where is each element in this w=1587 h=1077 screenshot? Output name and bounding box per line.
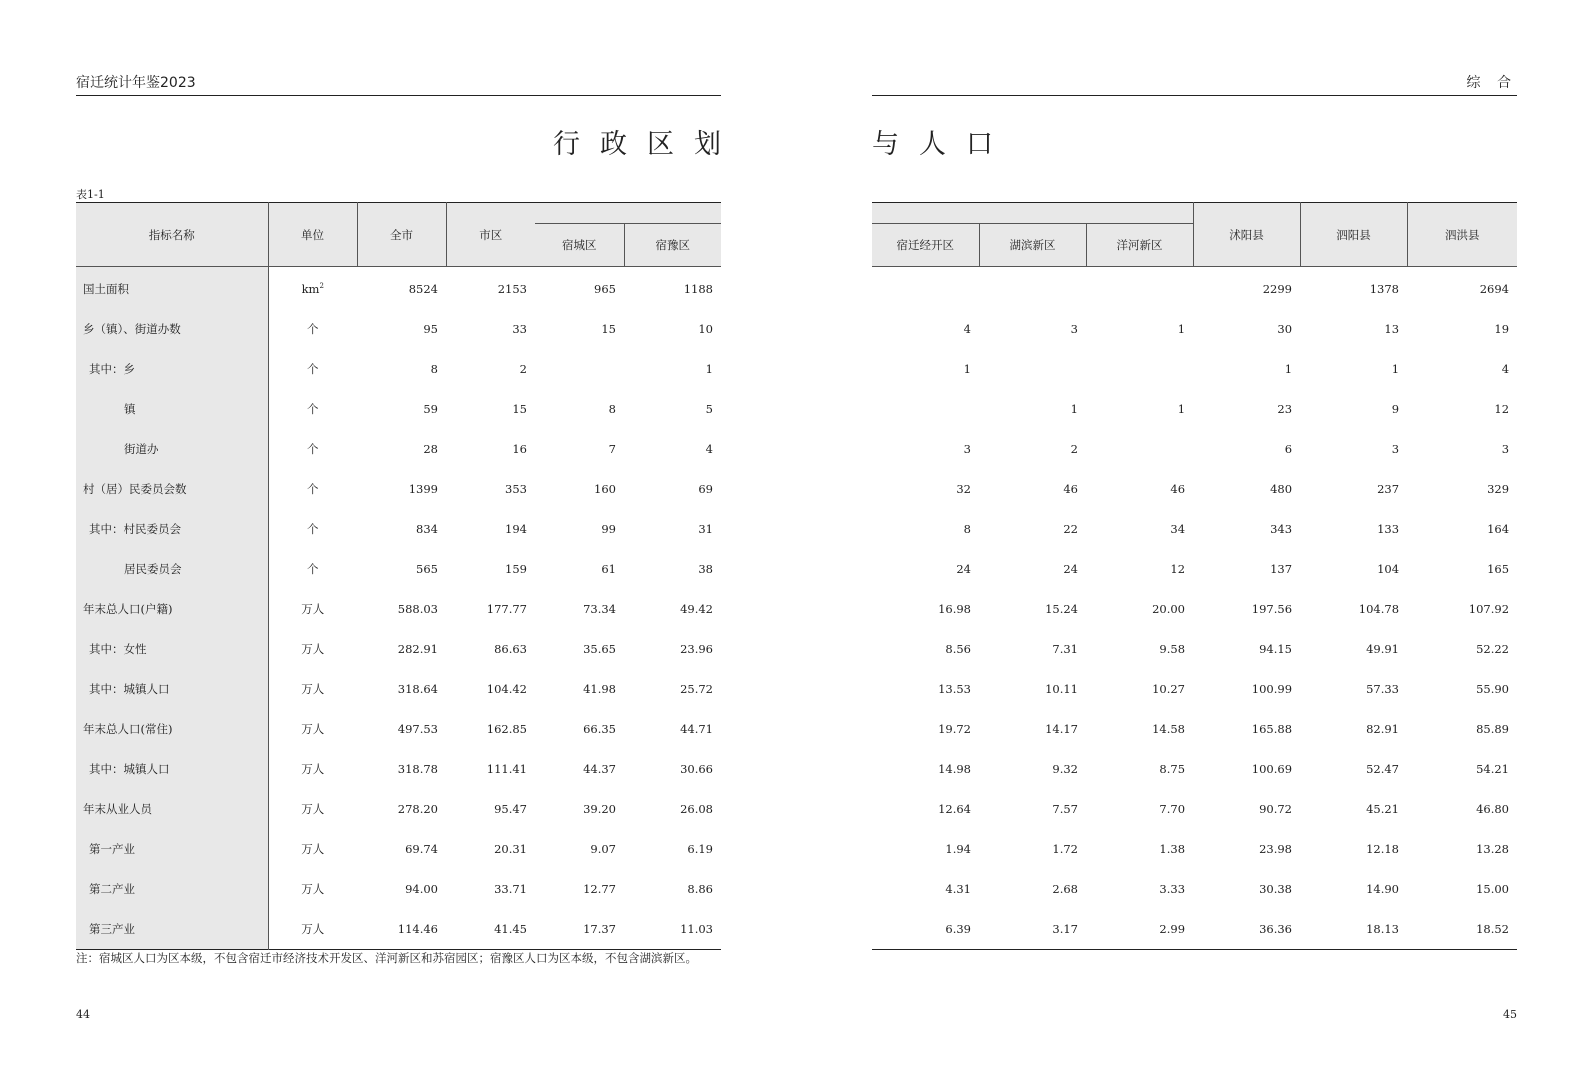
table-row xyxy=(76,429,721,469)
header-sihong: 泗洪县 xyxy=(1407,203,1517,267)
row-indicator: 居民委员会 xyxy=(76,549,268,589)
cell-value: 54.21 xyxy=(1476,762,1510,776)
cell-value: 965 xyxy=(594,282,616,296)
cell-value: 9.58 xyxy=(1159,642,1186,656)
row-indicator: 其中：村民委员会 xyxy=(76,509,268,549)
cell-value: 565 xyxy=(416,562,438,576)
cell-value: 237 xyxy=(1377,482,1400,496)
cell-value: 8 xyxy=(963,522,971,536)
cell-value: 2 xyxy=(519,362,527,376)
cell-value: 278.20 xyxy=(397,802,438,816)
cell-value: 30.38 xyxy=(1259,882,1293,896)
header-unit: 单位 xyxy=(268,203,357,267)
table-row xyxy=(872,669,1517,709)
table-row xyxy=(76,869,721,909)
cell-value: 35.65 xyxy=(583,642,616,656)
cell-value: 57.33 xyxy=(1366,682,1400,696)
cell-value: 100.99 xyxy=(1251,682,1293,696)
cell-value: 6 xyxy=(1284,442,1293,456)
cell-value: 7 xyxy=(608,442,616,456)
cell-value: 329 xyxy=(1487,482,1510,496)
row-indicator: 其中：城镇人口 xyxy=(76,749,268,789)
row-indicator: 其中：乡 xyxy=(76,349,268,389)
cell-value: 41.98 xyxy=(583,682,616,696)
cell-value: 94.15 xyxy=(1259,642,1293,656)
yearbook-title: 宿迁统计年鉴2023 xyxy=(76,75,196,91)
cell-value: 23 xyxy=(1277,402,1293,416)
cell-value: 3 xyxy=(1501,442,1510,456)
cell-value: 20.00 xyxy=(1152,602,1186,616)
row-indicator: 镇 xyxy=(76,389,268,429)
table-row xyxy=(872,629,1517,669)
cell-value: 8 xyxy=(608,402,616,416)
cell-value: 8524 xyxy=(408,282,438,296)
cell-value: 165 xyxy=(1487,562,1510,576)
cell-value: 36.36 xyxy=(1259,922,1293,936)
header-city: 全市 xyxy=(357,203,446,267)
cell-value: 5 xyxy=(705,402,713,416)
cell-value: 52.47 xyxy=(1366,762,1400,776)
cell-value: 159 xyxy=(505,562,527,576)
cell-value: 8.56 xyxy=(945,642,971,656)
table-row xyxy=(76,829,721,869)
cell-value: 1 xyxy=(1391,362,1400,376)
table-row xyxy=(76,267,721,310)
cell-value: 13.28 xyxy=(1476,842,1510,856)
cell-value: 104 xyxy=(1377,562,1400,576)
cell-value: 137 xyxy=(1270,562,1293,576)
row-unit: 个 xyxy=(307,562,319,576)
table-row xyxy=(872,429,1517,469)
cell-value: 1.38 xyxy=(1159,842,1186,856)
cell-value xyxy=(979,349,1086,389)
cell-value xyxy=(872,389,979,429)
row-unit: 个 xyxy=(307,522,319,536)
cell-value: 23.98 xyxy=(1259,842,1293,856)
page-number-left: 44 xyxy=(76,1008,90,1021)
table-row xyxy=(76,669,721,709)
page-number-right: 45 xyxy=(1503,1008,1517,1021)
cell-value: 497.53 xyxy=(397,722,438,736)
header-hubin: 湖滨新区 xyxy=(979,224,1086,267)
table-row xyxy=(872,509,1517,549)
row-unit: 个 xyxy=(307,322,319,336)
cell-value: 3.17 xyxy=(1052,922,1078,936)
cell-value: 99 xyxy=(601,522,616,536)
cell-value: 480 xyxy=(1270,482,1293,496)
cell-value: 14.98 xyxy=(938,762,971,776)
cell-value: 69 xyxy=(698,482,713,496)
cell-value: 1.94 xyxy=(945,842,971,856)
cell-value: 44.37 xyxy=(583,762,616,776)
cell-value: 18.52 xyxy=(1476,922,1510,936)
row-indicator: 第一产业 xyxy=(76,829,268,869)
cell-value: 6.39 xyxy=(945,922,971,936)
table-row xyxy=(76,749,721,789)
cell-value: 26.08 xyxy=(680,802,713,816)
table-row xyxy=(872,829,1517,869)
row-unit: 万人 xyxy=(301,802,325,816)
cell-value: 197.56 xyxy=(1251,602,1293,616)
cell-value: 8 xyxy=(430,362,438,376)
left-running-head xyxy=(76,75,721,96)
table-row xyxy=(872,267,1517,310)
table-row xyxy=(76,629,721,669)
cell-value: 45.21 xyxy=(1366,802,1400,816)
cell-value: 46 xyxy=(1170,482,1186,496)
row-unit: 万人 xyxy=(301,602,325,616)
cell-value xyxy=(979,267,1086,310)
cell-value: 1 xyxy=(1070,402,1078,416)
cell-value: 17.37 xyxy=(583,922,616,936)
header-blank xyxy=(535,203,721,224)
table-row xyxy=(76,309,721,349)
header-urban: 市区 xyxy=(446,203,535,267)
cell-value: 4 xyxy=(705,442,713,456)
cell-value: 30.66 xyxy=(680,762,713,776)
cell-value: 41.45 xyxy=(494,922,527,936)
cell-value: 2.68 xyxy=(1052,882,1078,896)
cell-value: 33.71 xyxy=(494,882,527,896)
header-shuyang: 沭阳县 xyxy=(1193,203,1300,267)
cell-value: 85.89 xyxy=(1476,722,1510,736)
table-row xyxy=(872,789,1517,829)
row-indicator: 街道办 xyxy=(76,429,268,469)
cell-value: 9 xyxy=(1391,402,1400,416)
cell-value: 15 xyxy=(601,322,616,336)
cell-value: 100.69 xyxy=(1251,762,1293,776)
table-left-body xyxy=(76,267,721,950)
row-unit: 万人 xyxy=(301,722,325,736)
table-row xyxy=(872,749,1517,789)
cell-value: 7.70 xyxy=(1159,802,1186,816)
cell-value: 1378 xyxy=(1369,282,1400,296)
cell-value: 10 xyxy=(698,322,713,336)
cell-value: 3 xyxy=(1070,322,1078,336)
cell-value: 46 xyxy=(1063,482,1078,496)
cell-value: 8.86 xyxy=(687,882,713,896)
cell-value: 14.17 xyxy=(1045,722,1078,736)
cell-value: 114.46 xyxy=(397,922,438,936)
cell-value: 111.41 xyxy=(486,762,527,776)
cell-value: 10.27 xyxy=(1152,682,1186,696)
header-blank-right xyxy=(872,203,1193,224)
cell-value: 177.77 xyxy=(486,602,527,616)
cell-value: 12 xyxy=(1494,402,1510,416)
cell-value: 12.77 xyxy=(583,882,616,896)
cell-value: 14.58 xyxy=(1152,722,1186,736)
cell-value: 86.63 xyxy=(494,642,527,656)
table-row xyxy=(872,869,1517,909)
cell-value: 19.72 xyxy=(938,722,971,736)
cell-value: 2.99 xyxy=(1159,922,1186,936)
cell-value: 90.72 xyxy=(1259,802,1293,816)
cell-value: 318.64 xyxy=(397,682,438,696)
table-row xyxy=(872,709,1517,749)
cell-value: 2153 xyxy=(497,282,527,296)
cell-value: 7.31 xyxy=(1052,642,1078,656)
table-row xyxy=(76,469,721,509)
cell-value: 15 xyxy=(512,402,527,416)
table-note: 注：宿城区人口为区本级，不包含宿迁市经济技术开发区、洋河新区和苏宿园区；宿豫区人口为区本级，不包含湖滨新区。 xyxy=(76,951,697,965)
cell-value: 3.33 xyxy=(1159,882,1186,896)
cell-value: 9.07 xyxy=(590,842,616,856)
cell-value: 23.96 xyxy=(680,642,713,656)
cell-value: 22 xyxy=(1063,522,1078,536)
cell-value: 4 xyxy=(963,322,971,336)
row-indicator: 村（居）民委员会数 xyxy=(76,469,268,509)
cell-value: 834 xyxy=(416,522,438,536)
cell-value: 38 xyxy=(698,562,713,576)
table-row xyxy=(872,389,1517,429)
table-row xyxy=(872,549,1517,589)
row-unit: 个 xyxy=(307,442,319,456)
cell-value xyxy=(1086,429,1193,469)
cell-value: 20.31 xyxy=(494,842,527,856)
cell-value: 3 xyxy=(1391,442,1400,456)
cell-value: 1188 xyxy=(683,282,713,296)
cell-value: 13.53 xyxy=(938,682,971,696)
header-indicator: 指标名称 xyxy=(76,203,268,267)
cell-value: 61 xyxy=(601,562,616,576)
table-row xyxy=(76,709,721,749)
table-row xyxy=(76,789,721,829)
cell-value: 12 xyxy=(1170,562,1186,576)
table-left xyxy=(76,202,721,950)
cell-value: 49.91 xyxy=(1366,642,1400,656)
cell-value: 162.85 xyxy=(486,722,527,736)
cell-value: 24 xyxy=(956,562,971,576)
row-unit: 万人 xyxy=(301,682,325,696)
header-siyang: 泗阳县 xyxy=(1300,203,1407,267)
cell-value xyxy=(1086,349,1193,389)
cell-value: 15.24 xyxy=(1045,602,1078,616)
right-running-head xyxy=(872,75,1517,96)
table-row xyxy=(76,909,721,950)
cell-value: 1 xyxy=(705,362,713,376)
cell-value: 11.03 xyxy=(680,922,713,936)
cell-value: 19 xyxy=(1494,322,1510,336)
row-indicator: 年末总人口(户籍) xyxy=(76,589,268,629)
cell-value: 69.74 xyxy=(405,842,438,856)
header-sucheng: 宿城区 xyxy=(535,224,624,267)
cell-value xyxy=(872,267,979,310)
row-unit: 万人 xyxy=(301,922,325,936)
cell-value: 164 xyxy=(1487,522,1510,536)
cell-value: 34 xyxy=(1170,522,1186,536)
row-indicator: 乡（镇）、街道办数 xyxy=(76,309,268,349)
cell-value: 31 xyxy=(698,522,713,536)
cell-value: 30 xyxy=(1277,322,1293,336)
cell-value: 94.00 xyxy=(405,882,438,896)
cell-value xyxy=(535,349,624,389)
cell-value: 66.35 xyxy=(583,722,616,736)
row-unit: 万人 xyxy=(301,762,325,776)
cell-value: 4.31 xyxy=(945,882,971,896)
table-row xyxy=(872,349,1517,389)
table-row xyxy=(76,509,721,549)
table-row xyxy=(872,909,1517,950)
cell-value: 104.78 xyxy=(1358,602,1400,616)
cell-value: 25.72 xyxy=(680,682,713,696)
row-unit: 个 xyxy=(307,482,319,496)
cell-value: 7.57 xyxy=(1052,802,1078,816)
row-unit: 万人 xyxy=(301,842,325,856)
cell-value: 353 xyxy=(505,482,527,496)
cell-value: 104.42 xyxy=(486,682,527,696)
cell-value: 82.91 xyxy=(1366,722,1400,736)
row-unit: 万人 xyxy=(301,882,325,896)
row-indicator: 其中：城镇人口 xyxy=(76,669,268,709)
table-row xyxy=(76,389,721,429)
cell-value: 318.78 xyxy=(397,762,438,776)
section-title: 综 合 xyxy=(1466,75,1517,91)
cell-value: 44.71 xyxy=(680,722,713,736)
cell-value: 32 xyxy=(956,482,971,496)
cell-value: 12.64 xyxy=(938,802,971,816)
cell-value: 73.34 xyxy=(583,602,616,616)
table-right xyxy=(872,202,1517,950)
table-row xyxy=(76,589,721,629)
cell-value: 1 xyxy=(1284,362,1293,376)
header-suyu: 宿豫区 xyxy=(624,224,721,267)
cell-value: 2694 xyxy=(1479,282,1510,296)
cell-value: 46.80 xyxy=(1476,802,1510,816)
cell-value xyxy=(1086,267,1193,310)
row-unit: 个 xyxy=(307,402,319,416)
cell-value: 95.47 xyxy=(494,802,527,816)
table-row xyxy=(872,589,1517,629)
cell-value: 2 xyxy=(1070,442,1078,456)
table-row xyxy=(872,309,1517,349)
cell-value: 28 xyxy=(423,442,438,456)
cell-value: 55.90 xyxy=(1476,682,1510,696)
row-unit: 个 xyxy=(307,362,319,376)
cell-value: 49.42 xyxy=(680,602,713,616)
cell-value: 194 xyxy=(505,522,527,536)
cell-value: 107.92 xyxy=(1468,602,1510,616)
cell-value: 9.32 xyxy=(1052,762,1078,776)
page-title-left: 行政区划 xyxy=(553,129,741,160)
cell-value: 1 xyxy=(1177,402,1186,416)
cell-value: 33 xyxy=(512,322,527,336)
row-indicator: 国土面积 xyxy=(76,267,268,310)
cell-value: 59 xyxy=(423,402,438,416)
cell-value: 1 xyxy=(1177,322,1186,336)
cell-value: 10.11 xyxy=(1045,682,1078,696)
cell-value: 16.98 xyxy=(938,602,971,616)
row-indicator: 其中：女性 xyxy=(76,629,268,669)
header-yanghe: 洋河新区 xyxy=(1086,224,1193,267)
row-indicator: 第三产业 xyxy=(76,909,268,950)
cell-value: 95 xyxy=(423,322,438,336)
row-indicator: 年末总人口(常住) xyxy=(76,709,268,749)
page-title-right: 与人口 xyxy=(872,129,1013,160)
header-jingkai: 宿迁经开区 xyxy=(872,224,979,267)
cell-value: 1399 xyxy=(408,482,438,496)
cell-value: 4 xyxy=(1501,362,1510,376)
row-indicator: 第二产业 xyxy=(76,869,268,909)
table-number: 表1-1 xyxy=(76,188,105,201)
cell-value: 282.91 xyxy=(397,642,438,656)
cell-value: 6.19 xyxy=(687,842,713,856)
table-row xyxy=(76,549,721,589)
cell-value: 165.88 xyxy=(1251,722,1293,736)
table-row xyxy=(76,349,721,389)
cell-value: 16 xyxy=(512,442,527,456)
row-unit: $km^2$ xyxy=(301,282,324,296)
cell-value: 14.90 xyxy=(1366,882,1400,896)
cell-value: 160 xyxy=(594,482,616,496)
table-right-body xyxy=(872,267,1517,950)
cell-value: 588.03 xyxy=(397,602,438,616)
cell-value: 24 xyxy=(1063,562,1078,576)
cell-value: 343 xyxy=(1270,522,1293,536)
cell-value: 1.72 xyxy=(1052,842,1078,856)
cell-value: 15.00 xyxy=(1476,882,1510,896)
cell-value: 1 xyxy=(963,362,971,376)
cell-value: 8.75 xyxy=(1159,762,1186,776)
cell-value: 133 xyxy=(1377,522,1400,536)
cell-value: 3 xyxy=(963,442,971,456)
row-unit: 万人 xyxy=(301,642,325,656)
table-row xyxy=(872,469,1517,509)
cell-value: 52.22 xyxy=(1476,642,1510,656)
cell-value: 12.18 xyxy=(1366,842,1400,856)
cell-value: 13 xyxy=(1384,322,1400,336)
cell-value: 18.13 xyxy=(1366,922,1400,936)
right-page xyxy=(872,0,1517,1077)
cell-value: 2299 xyxy=(1262,282,1293,296)
cell-value: 39.20 xyxy=(583,802,616,816)
left-page xyxy=(76,0,741,1077)
row-indicator: 年末从业人员 xyxy=(76,789,268,829)
